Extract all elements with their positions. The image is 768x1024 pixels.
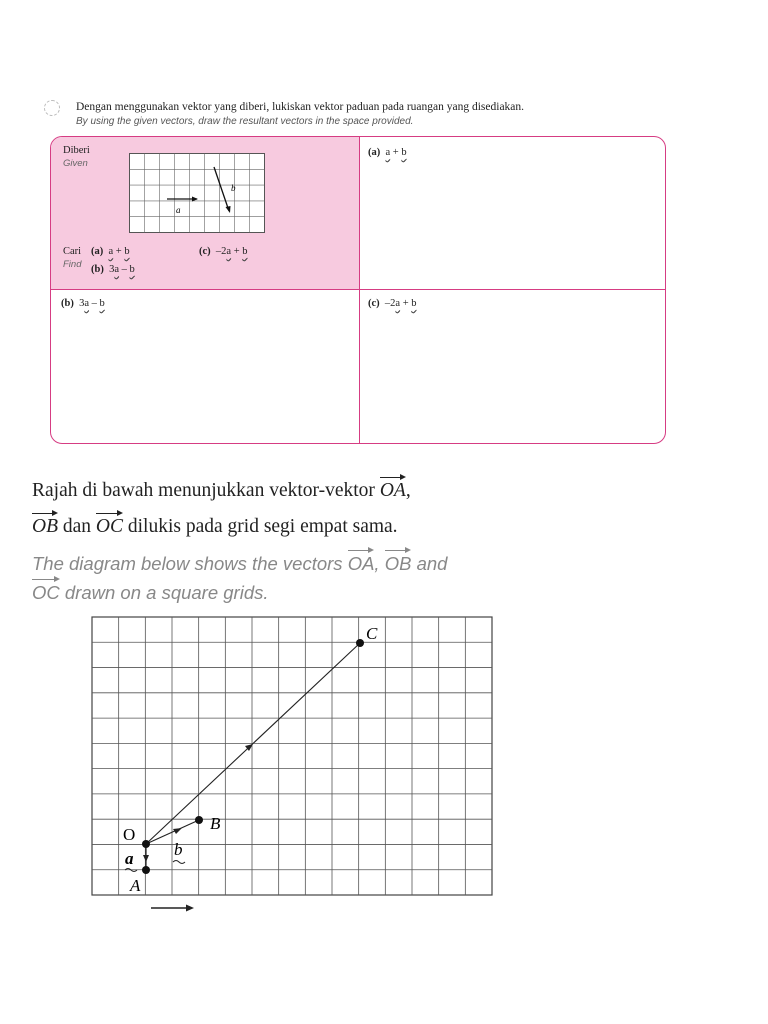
answer-c-op: + bbox=[402, 298, 409, 309]
find-item-c bbox=[199, 246, 248, 257]
answer-b-coef: 3 bbox=[79, 298, 85, 309]
find-item-c-tag: (c) bbox=[199, 246, 211, 257]
section2-line1-suffix: , bbox=[405, 480, 411, 501]
section2-line1-prefix: Rajah di bawah menunjukkan vektor-vektor bbox=[32, 480, 375, 501]
find-item-a-v2: b bbox=[124, 246, 130, 257]
find-item-a-v1: a bbox=[108, 246, 114, 257]
answer-a-heading bbox=[368, 147, 407, 158]
find-item-a-tag: (a) bbox=[91, 246, 104, 257]
answer-cell-b[interactable] bbox=[51, 289, 359, 443]
given-label-a: a bbox=[176, 205, 181, 215]
answer-c-v2: b bbox=[411, 298, 417, 309]
find-item-c-op: + bbox=[233, 246, 240, 257]
section2-line2 bbox=[32, 516, 398, 538]
label-A: A bbox=[130, 876, 141, 895]
point-A bbox=[142, 866, 150, 874]
point-C bbox=[356, 639, 364, 647]
section2-line2-suffix: dilukis pada grid segi empat sama. bbox=[127, 516, 398, 537]
answer-c-heading bbox=[368, 298, 417, 309]
section2-line2-mid: dan bbox=[62, 516, 92, 537]
answer-a-v1: a bbox=[385, 147, 391, 158]
question-number-circle bbox=[44, 100, 60, 116]
find-item-b-tag: (b) bbox=[91, 264, 104, 275]
section2-en-line1 bbox=[32, 553, 447, 575]
label-O: O bbox=[123, 825, 136, 844]
find-label-en: Find bbox=[63, 259, 82, 270]
question-text-malay: Dengan menggunakan vektor yang diberi, lukiskan vektor paduan pada ruangan yang disediakan. bbox=[76, 101, 525, 113]
vector-ob-label: OB bbox=[32, 516, 58, 537]
vector-oa-label-en: OA bbox=[347, 553, 375, 574]
given-vector-grid bbox=[129, 153, 265, 233]
vector-oc-label-en: OC bbox=[32, 582, 60, 603]
find-item-b-op: – bbox=[121, 264, 127, 275]
section2-en-line2-suffix: drawn on a square grids. bbox=[64, 582, 269, 603]
answer-b-heading bbox=[61, 298, 105, 309]
vector-grid-diagram bbox=[90, 615, 496, 897]
find-item-a bbox=[91, 246, 130, 257]
answer-b-op: – bbox=[91, 298, 97, 309]
answer-b-tag: (b) bbox=[61, 298, 74, 309]
answer-b-v1: a bbox=[84, 298, 90, 309]
answer-cell-a[interactable] bbox=[359, 137, 665, 289]
find-label: Cari bbox=[63, 246, 82, 257]
point-B bbox=[195, 816, 203, 824]
given-title-en: Given bbox=[63, 158, 88, 169]
label-C: C bbox=[366, 624, 378, 643]
answer-a-op: + bbox=[392, 147, 399, 158]
stray-arrow bbox=[150, 902, 196, 914]
find-item-c-v2: b bbox=[242, 246, 248, 257]
find-item-b-v1: a bbox=[114, 264, 120, 275]
find-item-c-coef: –2 bbox=[215, 246, 227, 257]
section2-en-line1-prefix: The diagram below shows the vectors bbox=[32, 553, 343, 574]
section2-en-sep: , bbox=[374, 553, 380, 574]
label-b: b bbox=[174, 840, 183, 859]
find-item-b bbox=[91, 264, 135, 275]
answer-a-tag: (a) bbox=[368, 147, 381, 158]
find-item-b-coef: 3 bbox=[109, 264, 115, 275]
label-B: B bbox=[210, 814, 221, 833]
section2-line1 bbox=[32, 480, 411, 502]
answer-cell-c[interactable] bbox=[359, 289, 665, 443]
label-a: a bbox=[125, 849, 134, 868]
vector-oc-label: OC bbox=[95, 516, 123, 537]
given-label-b: b bbox=[231, 183, 236, 193]
section2-en-and: and bbox=[416, 553, 448, 574]
answer-c-tag: (c) bbox=[368, 298, 380, 309]
find-item-c-v1: a bbox=[226, 246, 232, 257]
answer-b-v2: b bbox=[99, 298, 105, 309]
answer-a-v2: b bbox=[401, 147, 407, 158]
answer-c-v1: a bbox=[395, 298, 401, 309]
answer-c-coef: –2 bbox=[384, 298, 396, 309]
vector-ob-label-en: OB bbox=[384, 553, 412, 574]
given-title: Diberi bbox=[63, 145, 90, 156]
section2-en-line2 bbox=[32, 582, 269, 604]
point-O bbox=[142, 840, 150, 848]
answer-table bbox=[50, 136, 666, 444]
given-cell bbox=[51, 137, 359, 289]
question-text-english: By using the given vectors, draw the resultant vectors in the space provided. bbox=[76, 116, 414, 127]
vector-oa-label: OA bbox=[379, 480, 406, 501]
find-item-b-v2: b bbox=[129, 264, 135, 275]
find-item-a-op: + bbox=[115, 246, 122, 257]
